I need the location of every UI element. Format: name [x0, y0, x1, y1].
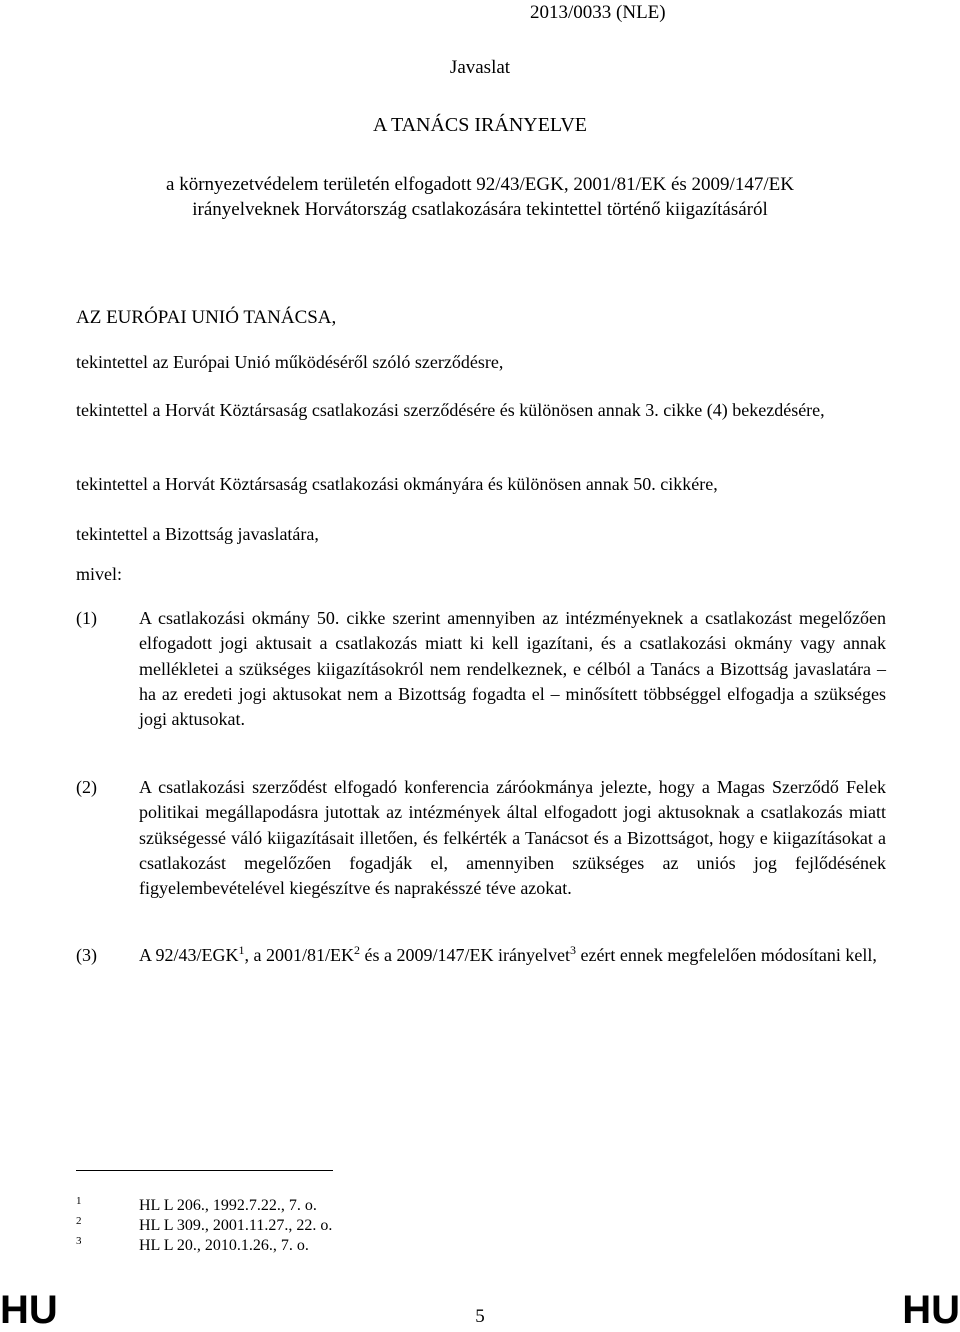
footnote-number: 3	[76, 1235, 82, 1247]
footer-language-right: HU	[902, 1288, 960, 1332]
citation-treaty: tekintettel az Európai Unió működéséről szóló szerződésre,	[76, 352, 504, 372]
recital-text-part: A 92/43/EGK	[139, 945, 239, 965]
recital-text: A csatlakozási okmány 50. cikke szerint amennyiben az intézményeknek a csatlakozást megelőzően elfogadott jogi aktusait a csatlakozás miatt ki kell igazítani, és a csatlakozási okmány vagy annak mellékletei a szükséges kiigazításokról nem rendelkeznek, e célból a Tanács a Bizottság javaslatára – ha az eredeti jogi aktusokat nem a Bizottság fogadta el – minősített többséggel elfogadja a szükséges jogi aktusokat.	[139, 608, 886, 730]
document-title: A TANÁCS IRÁNYELVE	[373, 114, 587, 136]
whereas-label: mivel:	[76, 564, 122, 584]
footnote-number: 1	[76, 1195, 82, 1207]
citation-commission-proposal: tekintettel a Bizottság javaslatára,	[76, 524, 319, 544]
footnote-number: 2	[76, 1215, 82, 1227]
recital-number: (3)	[76, 945, 97, 965]
citation-accession-act: tekintettel a Horvát Köztársaság csatlakozási okmányára és különösen annak 50. cikkére,	[76, 474, 718, 494]
footnote-text: HL L 206., 1992.7.22., 7. o.	[139, 1197, 317, 1214]
footer-language-left: HU	[0, 1288, 58, 1332]
footnote-separator	[76, 1170, 333, 1171]
recital-number: (1)	[76, 608, 97, 628]
council-heading: AZ EURÓPAI UNIÓ TANÁCSA,	[76, 307, 337, 328]
recital-text	[139, 943, 886, 968]
subtitle-line-2: irányelveknek Horvátország csatlakozására tekintettel történő kiigazításáról	[192, 199, 768, 220]
footnote-ref-3[interactable]: 3	[569, 943, 576, 957]
document-subtitle	[60, 172, 900, 222]
recital-text-part: és a 2009/147/EK irányelvet	[360, 945, 570, 965]
footnote-text: HL L 309., 2001.11.27., 22. o.	[139, 1217, 333, 1234]
document-kind: Javaslat	[449, 57, 511, 78]
recital-text-part: , a 2001/81/EK	[244, 945, 355, 965]
footnote-ref-2[interactable]: 2	[354, 943, 361, 957]
recital-text-part: ezért ennek megfelelően módosítani kell,	[575, 945, 877, 965]
recital-text: A csatlakozási szerződést elfogadó konferencia záróokmánya jelezte, hogy a Magas Szerződő Felek politikai megállapodásra jutottak az intézmények által elfogadott jogi aktusoknak a csatlakozás miatt szükségessé váló kiigazításait illetően, és felkérték a Tanácsot és a Bizottságot, hogy e kiigazításokat a csatlakozást megelőzően fogadják el, amennyiben szükséges az uniós jog fejlődésének figyelembevételével kiegészítve és naprakésszé téve azokat.	[139, 777, 886, 899]
recital-number: (2)	[76, 777, 97, 797]
document-reference: 2013/0033 (NLE)	[530, 2, 666, 23]
subtitle-line-1: a környezetvédelem területén elfogadott 92/43/EGK, 2001/81/EK és 2009/147/EK	[166, 174, 794, 195]
citation-accession-treaty: tekintettel a Horvát Köztársaság csatlakozási szerződésére és különösen annak 3. cikke (4) bekezdésére,	[76, 400, 825, 420]
footnote-ref-1[interactable]: 1	[238, 943, 245, 957]
footnote-text: HL L 20., 2010.1.26., 7. o.	[139, 1237, 309, 1254]
page-number: 5	[475, 1306, 485, 1327]
